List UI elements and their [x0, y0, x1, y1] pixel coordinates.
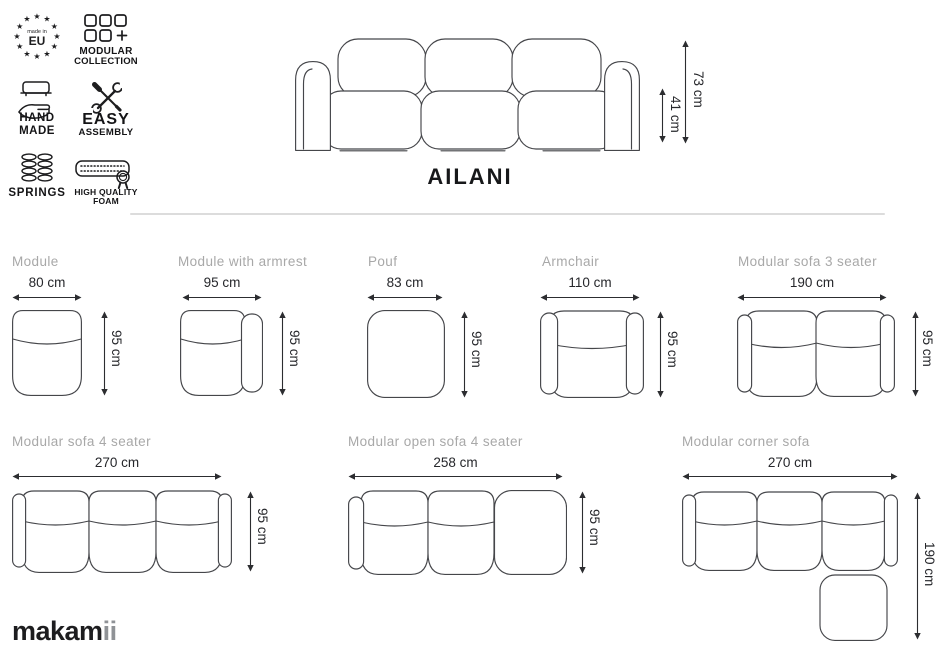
variant-name: Modular open sofa 4 seater: [348, 434, 523, 449]
svg-text:★: ★: [50, 22, 58, 31]
svg-text:★: ★: [16, 42, 24, 51]
armchair-drawing: [540, 310, 644, 398]
easy-assembly-label-2: ASSEMBLY: [78, 127, 134, 138]
module-armrest-drawing: [180, 310, 263, 396]
depth-label: 95 cm: [665, 331, 680, 368]
variant-name: Armchair: [542, 254, 600, 269]
width-arrow: [12, 293, 82, 302]
variant-name: Module: [12, 254, 59, 269]
made-in-eu-icon: [11, 10, 63, 62]
depth-arrow: [656, 311, 665, 398]
width-label: 110 cm: [568, 275, 612, 290]
seat-height-label: 41 cm: [668, 96, 683, 133]
width-label: 80 cm: [28, 275, 66, 290]
svg-text:★: ★: [43, 14, 51, 24]
depth-arrow: [460, 311, 469, 398]
hand-made-label-2: MADE: [19, 125, 55, 137]
total-height-arrow: [681, 40, 690, 144]
depth-arrow: [911, 311, 920, 397]
product-title: AILANI: [427, 164, 513, 189]
width-arrow: [367, 293, 443, 302]
easy-assembly-icon: [90, 80, 122, 114]
svg-text:★: ★: [53, 32, 61, 41]
svg-text:★: ★: [23, 49, 31, 59]
variant-name: Module with armrest: [178, 254, 308, 269]
width-label: 95 cm: [203, 275, 241, 290]
high-quality-foam-label-2: FOAM: [93, 196, 119, 206]
depth-label: 95 cm: [109, 330, 124, 367]
module-drawing: [12, 310, 82, 396]
width-arrow: [682, 472, 898, 481]
depth-arrow: [913, 492, 922, 640]
seat-height-arrow: [658, 88, 667, 143]
svg-text:★: ★: [13, 32, 21, 41]
sofa-4-seater-drawing: [12, 490, 232, 573]
easy-assembly-label-1: EASY: [82, 111, 130, 128]
springs-label: SPRINGS: [8, 187, 66, 199]
modular-collection-label-1: MODULAR: [79, 46, 133, 57]
depth-arrow: [100, 311, 109, 396]
sofa-3-seater-drawing: [737, 310, 895, 397]
variant-open-sofa-4-seater: [348, 434, 608, 594]
depth-label: 95 cm: [587, 509, 602, 546]
width-label: 258 cm: [433, 455, 478, 470]
variant-armchair: [540, 250, 685, 420]
pouf-drawing: [367, 310, 445, 398]
variant-sofa-4-seater: [12, 434, 292, 594]
width-label: 270 cm: [767, 455, 813, 470]
brand-logo-main: makam: [12, 616, 103, 646]
width-arrow: [182, 293, 262, 302]
made-in-label: made in: [27, 29, 47, 35]
svg-text:★: ★: [16, 22, 24, 31]
svg-text:★: ★: [33, 12, 41, 21]
variant-pouf: [367, 250, 492, 420]
high-quality-foam-icon: [75, 158, 137, 189]
total-height-label: 73 cm: [691, 71, 706, 108]
svg-text:★: ★: [43, 49, 51, 59]
modular-collection-icon: [84, 14, 130, 47]
variant-module-with-armrest: [178, 250, 308, 420]
high-quality-foam-label-1: HIGH QUALITY: [74, 187, 138, 197]
width-arrow: [737, 293, 887, 302]
svg-text:★: ★: [23, 14, 31, 24]
eu-label: EU: [28, 34, 46, 48]
width-arrow: [12, 472, 222, 481]
brand-logo-accent: ii: [102, 616, 117, 646]
open-sofa-4-seater-drawing: [348, 490, 567, 575]
hand-made-label-1: HAND: [19, 112, 55, 124]
depth-arrow: [246, 491, 255, 572]
width-arrow: [348, 472, 563, 481]
width-label: 83 cm: [386, 275, 424, 290]
width-arrow: [540, 293, 640, 302]
depth-label: 190 cm: [922, 542, 937, 587]
variant-name: Modular sofa 3 seater: [738, 254, 877, 269]
depth-label: 95 cm: [920, 330, 935, 367]
variant-module: [12, 250, 142, 420]
svg-text:★: ★: [33, 52, 41, 61]
variant-name: Modular corner sofa: [682, 434, 810, 449]
depth-label: 95 cm: [255, 508, 270, 545]
variant-corner-sofa: [682, 434, 940, 660]
variant-sofa-3-seater: [737, 250, 937, 420]
depth-label: 95 cm: [469, 331, 484, 368]
depth-arrow: [278, 311, 287, 396]
depth-arrow: [578, 491, 587, 574]
variant-name: Pouf: [368, 254, 398, 269]
modular-collection-label-2: COLLECTION: [74, 56, 138, 67]
svg-text:★: ★: [50, 42, 58, 51]
width-label: 270 cm: [94, 455, 140, 470]
hero-sofa-drawing: [295, 37, 640, 152]
width-label: 190 cm: [789, 275, 835, 290]
depth-label: 95 cm: [287, 330, 302, 367]
corner-sofa-drawing: [682, 491, 898, 641]
brand-logo: [12, 616, 117, 647]
variant-name: Modular sofa 4 seater: [12, 434, 151, 449]
divider: [130, 213, 885, 215]
springs-icon: [20, 152, 54, 184]
